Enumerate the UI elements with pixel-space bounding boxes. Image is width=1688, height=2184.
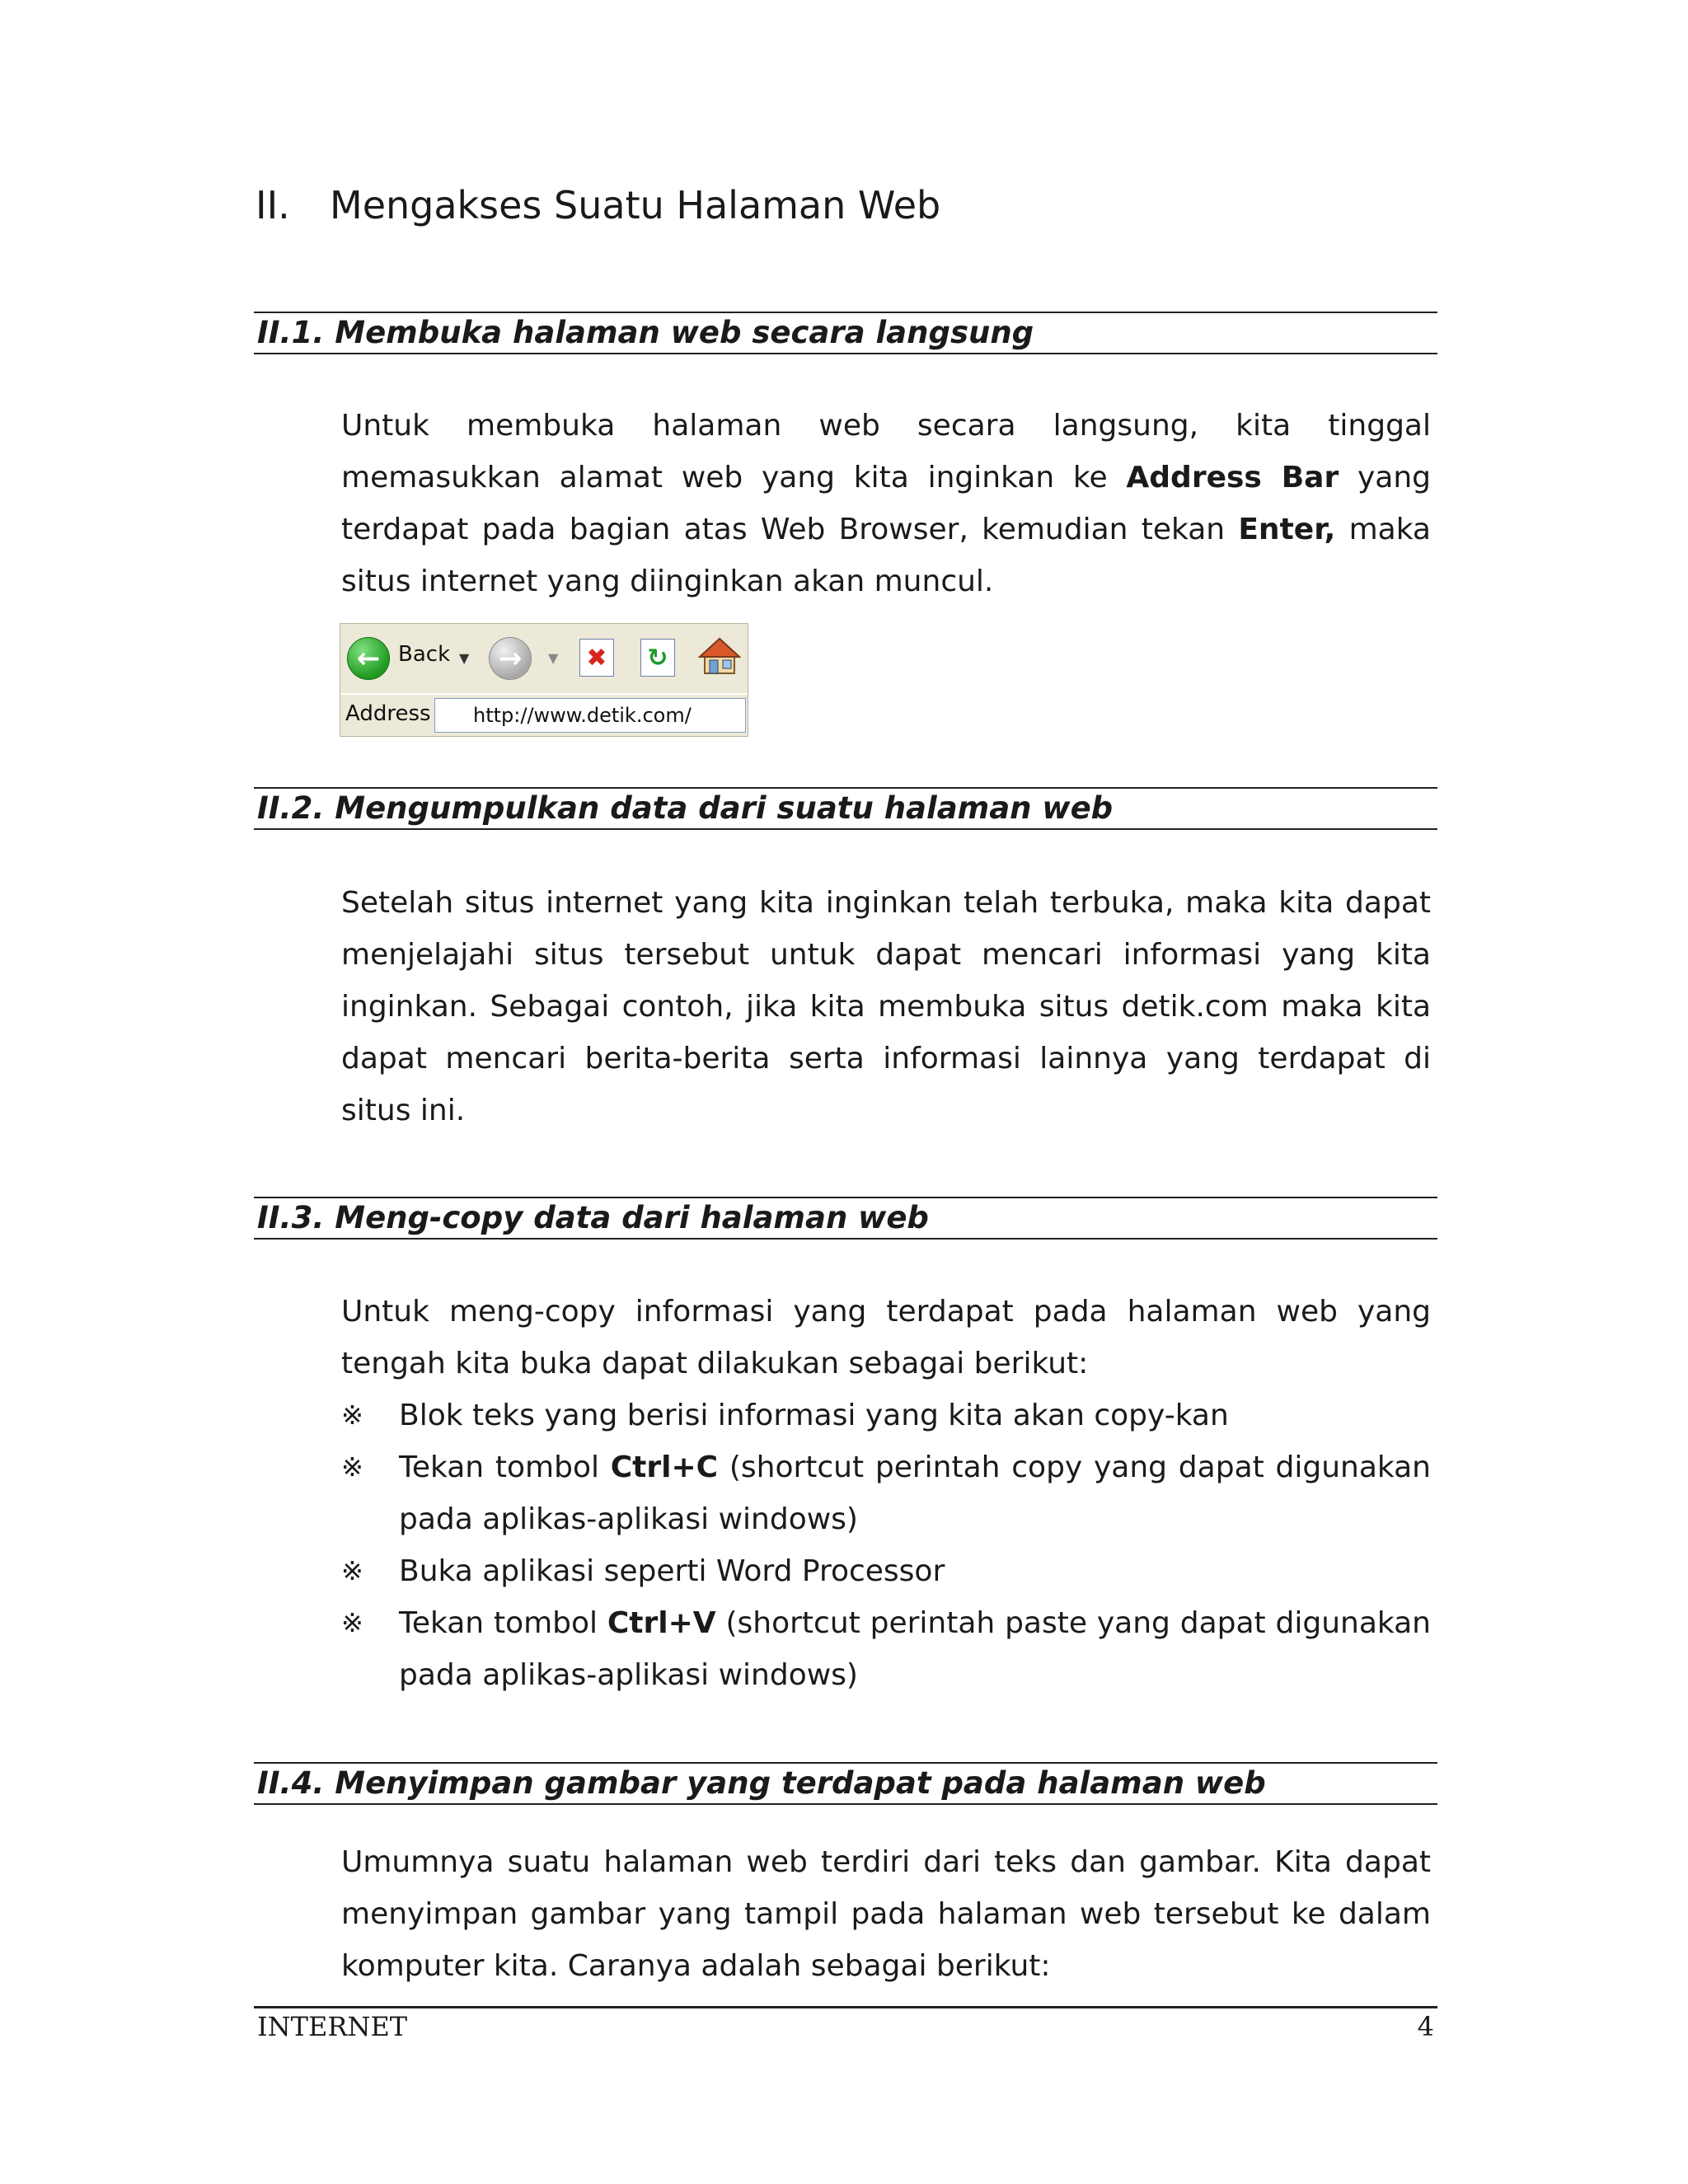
- section-heading-3-text: II.3. Meng-copy data dari halaman web: [257, 1200, 929, 1235]
- list-item: ※ Tekan tombol Ctrl+V (shortcut perintah paste yang dapat digunakan pada aplikas-aplikasi windows): [341, 1597, 1431, 1701]
- home-button[interactable]: [698, 635, 741, 680]
- section-4-paragraph: Umumnya suatu halaman web terdiri dari teks dan gambar. Kita dapat menyimpan gambar yang tampil pada halaman web tersebut ke dalam komputer kita. Caranya adalah sebagai berikut:: [341, 1845, 1431, 1983]
- back-button[interactable]: [347, 637, 390, 680]
- footer-divider: [254, 2006, 1437, 2008]
- section-heading-4-text: II.4. Menyimpan gambar yang terdapat pada halaman web: [257, 1765, 1266, 1801]
- section-2-paragraph: Setelah situs internet yang kita inginkan telah terbuka, maka kita dapat menjelajahi situs tersebut untuk dapat mencari informasi yang kita inginkan. Sebagai contoh, jika kita membuka situs detik.com maka kita dapat mencari berita-berita serta informasi lainnya yang terdapat di situs ini.: [341, 886, 1431, 1127]
- section-heading-3: [254, 1197, 1437, 1240]
- address-bar-term: Address Bar: [1126, 461, 1339, 494]
- section-heading-2-text: II.2. Mengumpulkan data dari suatu halaman web: [257, 790, 1114, 826]
- stop-button[interactable]: [579, 639, 614, 677]
- list-item: ※ Buka aplikasi seperti Word Processor: [341, 1545, 1431, 1597]
- ctrl-c-key: Ctrl+C: [610, 1451, 719, 1484]
- list-item: ※ Blok teks yang berisi informasi yang kita akan copy-kan: [341, 1390, 1431, 1441]
- address-bar: [340, 695, 748, 736]
- refresh-icon: ↻: [640, 639, 675, 677]
- list-item: ※ Tekan tombol Ctrl+C (shortcut perintah copy yang dapat digunakan pada aplikas-aplikasi windows): [341, 1441, 1431, 1545]
- stop-icon: ✖: [579, 639, 614, 677]
- forward-arrow-icon: →: [489, 637, 532, 680]
- back-label: Back: [398, 642, 451, 667]
- copy-steps-list: [341, 1390, 1431, 1701]
- ctrl-v-key: Ctrl+V: [607, 1606, 716, 1640]
- bullet-mark: ※: [341, 1451, 363, 1483]
- enter-term: Enter,: [1238, 513, 1336, 546]
- refresh-button[interactable]: [640, 639, 675, 677]
- bullet-mark: ※: [341, 1399, 363, 1431]
- chapter-title-text: Mengakses Suatu Halaman Web: [330, 183, 941, 227]
- section-heading-4: [254, 1762, 1437, 1805]
- section-heading-1-text: II.1. Membuka halaman web secara langsung: [257, 315, 1034, 350]
- section-heading-1: [254, 312, 1437, 354]
- section-1-paragraph: Untuk membuka halaman web secara langsung, kita tinggal memasukkan alamat web yang kita inginkan ke Address Bar yang terdapat pada bagian atas Web Browser, kemudian tekan Enter, maka situs internet yang diinginkan akan muncul.: [341, 409, 1432, 598]
- back-dropdown-icon[interactable]: ▼: [459, 650, 470, 666]
- address-label: Address: [345, 701, 431, 726]
- forward-dropdown-icon[interactable]: ▼: [548, 650, 559, 666]
- browser-toolbar: [340, 624, 748, 695]
- forward-button[interactable]: [489, 637, 532, 680]
- bullet-mark: ※: [341, 1555, 363, 1586]
- section-heading-2: [254, 787, 1437, 830]
- back-arrow-icon: ←: [347, 637, 390, 680]
- home-icon: [698, 635, 741, 677]
- chapter-number: II.: [256, 183, 290, 227]
- section-3-intro: Untuk meng-copy informasi yang terdapat pada halaman web yang tengah kita buka dapat dilakukan sebagai berikut:: [341, 1295, 1431, 1380]
- address-input[interactable]: http://www.detik.com/: [434, 698, 746, 733]
- browser-toolbar-screenshot: [340, 623, 748, 737]
- chapter-title: [256, 183, 940, 227]
- footer-title: INTERNET: [257, 2011, 408, 2042]
- bullet-mark: ※: [341, 1607, 363, 1638]
- page-number: 4: [1417, 2011, 1434, 2042]
